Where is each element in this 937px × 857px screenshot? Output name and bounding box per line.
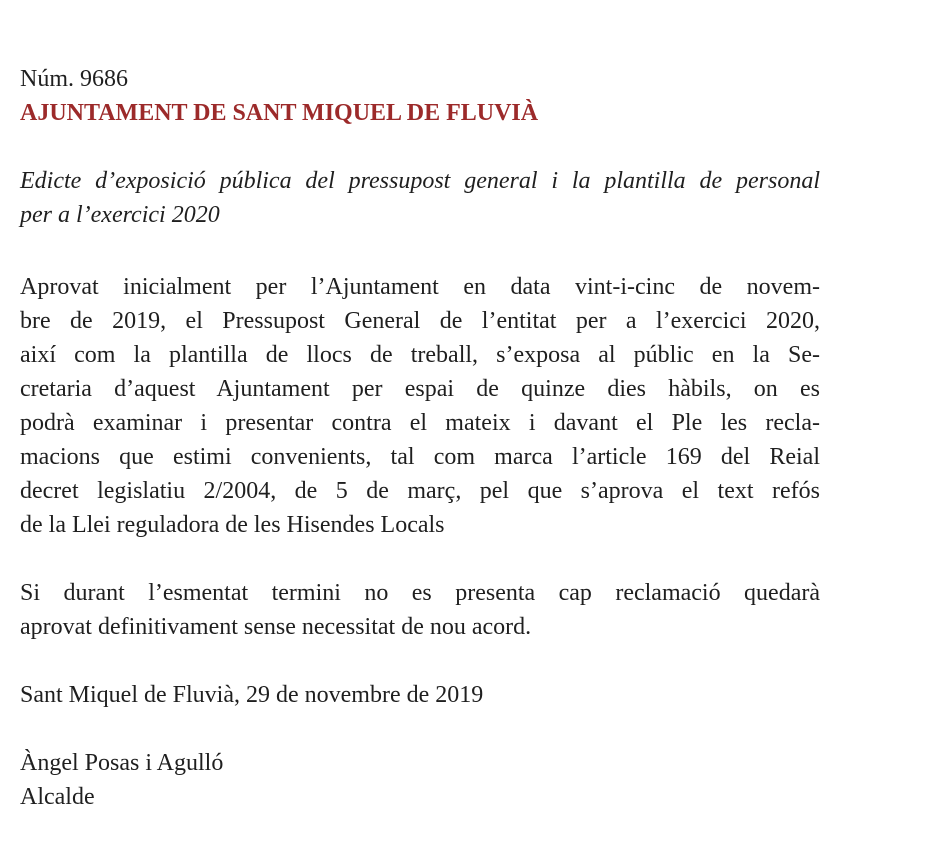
paragraph-line: així com la plantilla de llocs de treball, s’exposa al públic en la Se- (20, 342, 820, 368)
place-and-date: Sant Miquel de Fluvià, 29 de novembre de 2019 (20, 682, 484, 708)
body-paragraph-definitive (20, 576, 820, 644)
subtitle-line: per a l’exercici 2020 (20, 202, 220, 228)
signatory-name: Àngel Posas i Agulló (20, 750, 224, 776)
announcement-number: Núm. 9686 (20, 66, 128, 92)
body-paragraph-approval (20, 270, 820, 542)
signatory-role: Alcalde (20, 784, 95, 810)
paragraph-line: Si durant l’esmentat termini no es presenta cap reclamació quedarà (20, 580, 820, 606)
document-page (20, 62, 820, 814)
signature-block (20, 746, 820, 814)
subtitle-line: Edicte d’exposició pública del pressupost general i la plantilla de personal (20, 168, 820, 194)
paragraph-line: cretaria d’aquest Ajuntament per espai de quinze dies hàbils, on es (20, 376, 820, 402)
paragraph-line: de la Llei reguladora de les Hisendes Locals (20, 512, 445, 538)
organization-title: AJUNTAMENT DE SANT MIQUEL DE FLUVIÀ (20, 100, 539, 126)
paragraph-line: podrà examinar i presentar contra el mateix i davant el Ple les recla- (20, 410, 820, 436)
paragraph-line: bre de 2019, el Pressupost General de l’entitat per a l’exercici 2020, (20, 308, 820, 334)
edict-subtitle (20, 164, 820, 232)
paragraph-line: Aprovat inicialment per l’Ajuntament en data vint-i-cinc de novem- (20, 274, 820, 300)
paragraph-line: macions que estimi convenients, tal com marca l’article 169 del Reial (20, 444, 820, 470)
paragraph-line: decret legislatiu 2/2004, de 5 de març, pel que s’aprova el text refós (20, 478, 820, 504)
paragraph-line: aprovat definitivament sense necessitat de nou acord. (20, 614, 532, 640)
